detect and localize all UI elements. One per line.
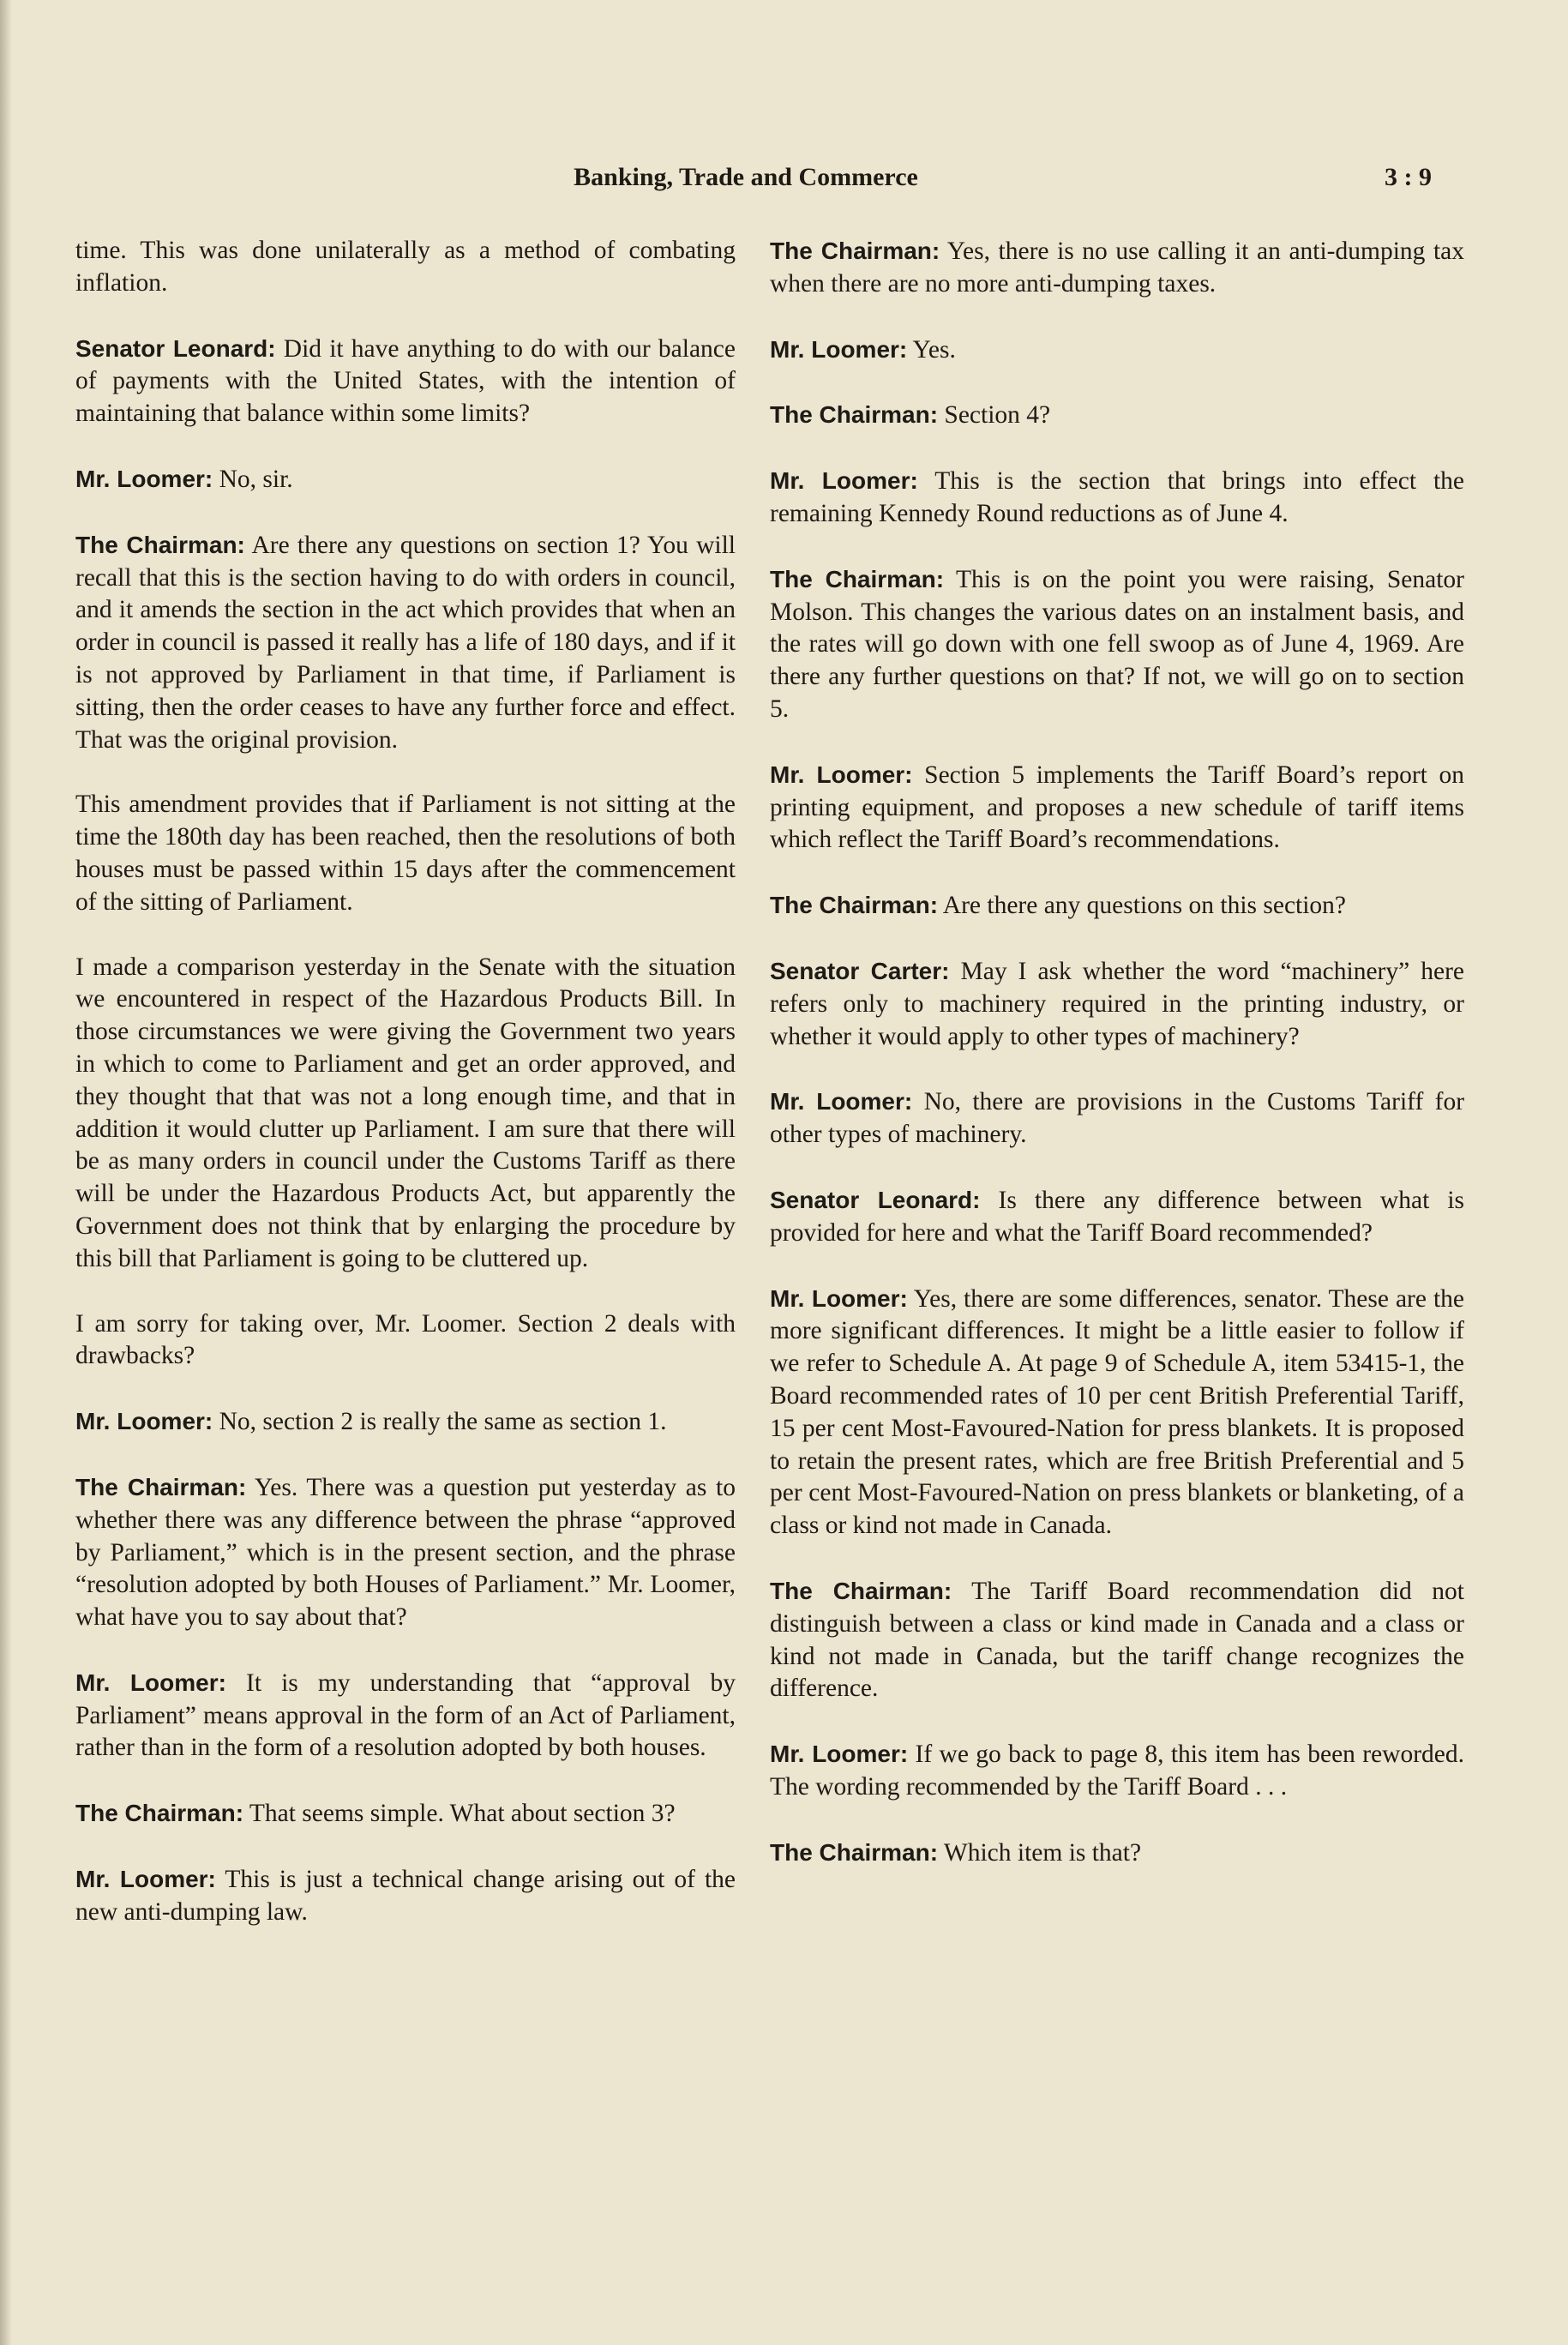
speaker-name: Mr. Loomer: <box>770 761 913 788</box>
speaker-name: Mr. Loomer: <box>770 1741 909 1768</box>
paragraph-text: This amendment provides that if Parliament is not sitting at the time the 180th day has been reached, then the resolutions of both houses must be passed within 15 days after the commencement of the sitting of Parliament. <box>75 791 736 916</box>
speaker-name: The Chairman: <box>75 531 245 558</box>
paragraph-text: Yes. <box>912 335 956 364</box>
paragraph <box>75 952 736 1276</box>
paragraph <box>770 399 1464 432</box>
paragraph-text: This is the section that brings into effect the remaining Kennedy Round reductions as of June 4. <box>770 467 1465 527</box>
paragraph <box>75 1667 736 1765</box>
left-column <box>75 235 736 1962</box>
paragraph <box>770 563 1464 726</box>
paragraph <box>770 465 1464 531</box>
speaker-name: Mr. Loomer: <box>75 465 213 492</box>
paragraph <box>75 463 736 496</box>
paragraph-text: The Tariff Board recommendation did not distinguish between a class or kind made in Canada and a class or kind not made in Canada, but the tariff change recognizes the difference. <box>770 1577 1464 1703</box>
paragraph <box>75 1797 736 1831</box>
speaker-name: The Chairman: <box>770 565 945 592</box>
speaker-name: The Chairman: <box>770 238 940 264</box>
paragraph-text: If we go back to page 8, this item has been reworded. The wording recommended by the Tariff Board . . . <box>770 1741 1465 1801</box>
page-header <box>0 163 1568 206</box>
speaker-name: Mr. Loomer: <box>770 467 918 495</box>
paragraph <box>75 1308 736 1374</box>
paragraph <box>770 1837 1464 1870</box>
paragraph-text: This is on the point you were raising, Senator Molson. This changes the various dates on an instalment basis, and the rates will go down with one fell swoop as of June 4, 1969. Are there any further questions on that? If not, we will go on to section 5. <box>770 565 1464 723</box>
speaker-name: Mr. Loomer: <box>75 1408 213 1435</box>
paragraph-text: That seems simple. What about section 3? <box>249 1800 676 1828</box>
paragraph-text: Yes, there are some differences, senator. These are the more significant differences. It might be a little easier to follow if we refer to Schedule A. At page 9 of Schedule A, item 53415-1, the Board recommended rates of 10 per cent British Preferential Tariff, 15 per cent Most-Favoured-Nation for press blankets. It is proposed to retain the present rates, which are free British Preferential and 5 per cent Most-Favoured-Nation on press blankets or blanketing, of a class or kind not made in Canada. <box>770 1284 1465 1540</box>
paragraph-text: Yes, there is no use calling it an anti-dumping tax when there are no more anti-dumping taxes. <box>770 238 1464 298</box>
right-column <box>770 235 1464 1902</box>
speaker-name: The Chairman: <box>770 1838 939 1866</box>
paragraph-text: Is there any difference between what is provided for here and what the Tariff Board recommended? <box>770 1186 1465 1247</box>
paragraph <box>770 1575 1464 1705</box>
paragraph <box>770 1184 1464 1250</box>
speaker-name: Senator Carter: <box>770 957 950 984</box>
page-edge-shadow <box>0 0 12 2345</box>
paragraph <box>770 1283 1464 1542</box>
running-title: Banking, Trade and Commerce <box>574 163 918 191</box>
paragraph-text: I made a comparison yesterday in the Senate with the situation we encountered in respect of the Hazardous Products Bill. In those circumstances we were giving the Government two years in which to come to Parliament and get an order approved, and they thought that that was not a long enough time, and that in addition it would clutter up Parliament. I am sure that there will be as many orders in council under the Customs Tariff as there will be under the Hazardous Products Act, but apparently the Government does not think that by enlarging the procedure by this bill that Parliament is going to be cluttered up. <box>75 953 736 1272</box>
paragraph-text: Are there any questions on section 1? You will recall that this is the section having to do with orders in council, and it amends the section in the act which provides that when an order in council is passed it really has a life of 180 days, and if it is not approved by Parliament in that time, if Parliament is sitting, then the order ceases to have any further force and effect. That was the original provision. <box>75 531 736 754</box>
speaker-name: The Chairman: <box>75 1473 247 1500</box>
paragraph <box>75 1863 736 1929</box>
paragraph-text: No, there are provisions in the Customs Tariff for other types of machinery. <box>770 1088 1465 1149</box>
speaker-name: Senator Leonard: <box>770 1186 981 1213</box>
paragraph <box>75 235 736 300</box>
paragraph-text: I am sorry for taking over, Mr. Loomer. Section 2 deals with drawbacks? <box>75 1309 736 1370</box>
paragraph <box>770 235 1464 301</box>
paragraph-text: No, sir. <box>219 465 293 493</box>
speaker-name: Mr. Loomer: <box>770 1088 913 1115</box>
paragraph-text: This is just a technical change arising out of the new anti-dumping law. <box>75 1866 736 1926</box>
speaker-name: Mr. Loomer: <box>770 1284 908 1312</box>
paragraph <box>770 1085 1464 1151</box>
speaker-name: The Chairman: <box>770 1577 952 1604</box>
paragraph-text: May I ask whether the word “machinery” here refers only to machinery required in the printing industry, or whether it would apply to other types of machinery? <box>770 957 1465 1050</box>
speaker-name: Mr. Loomer: <box>75 1669 226 1696</box>
paragraph <box>75 529 736 757</box>
speaker-name: Mr. Loomer: <box>770 335 908 363</box>
paragraph-text: Yes. There was a question put yesterday as to whether there was any difference between the phrase “approved by Parliament,” which is in the present section, and the phrase “resolution adopted by both Houses of Parliament.” Mr. Loomer, what have you to say about that? <box>75 1473 736 1632</box>
paragraph-text: No, section 2 is really the same as section 1. <box>219 1408 667 1436</box>
paragraph <box>75 789 736 918</box>
paragraph-text: time. This was done unilaterally as a method of combating inflation. <box>75 237 736 297</box>
paragraph <box>770 334 1464 367</box>
speaker-name: The Chairman: <box>770 401 939 429</box>
page-number: 3 : 9 <box>1385 163 1432 191</box>
speaker-name: Mr. Loomer: <box>75 1866 216 1893</box>
speaker-name: Senator Leonard: <box>75 334 276 362</box>
paragraph <box>75 333 736 430</box>
paragraph-text: Did it have anything to do with our balance of payments with the United States, with the intention of maintaining that balance within some limits? <box>75 334 736 428</box>
speaker-name: The Chairman: <box>770 892 939 919</box>
paragraph-text: It is my understanding that “approval by Parliament” means approval in the form of an Act of Parliament, rather than in the form of a resolution adopted by both houses. <box>75 1669 736 1762</box>
paragraph <box>75 1405 736 1439</box>
paragraph-text: Section 5 implements the Tariff Board’s report on printing equipment, and proposes a new schedule of tariff items which reflect the Tariff Board’s recommendations. <box>770 761 1465 854</box>
paragraph <box>770 955 1464 1053</box>
speaker-name: The Chairman: <box>75 1800 244 1827</box>
paragraph <box>770 759 1464 857</box>
paragraph-text: Which item is that? <box>943 1838 1142 1867</box>
paragraph-text: Are there any questions on this section? <box>942 892 1347 920</box>
paragraph <box>770 889 1464 923</box>
paragraph <box>75 1471 736 1634</box>
paragraph-text: Section 4? <box>944 401 1051 430</box>
paragraph <box>770 1738 1464 1804</box>
